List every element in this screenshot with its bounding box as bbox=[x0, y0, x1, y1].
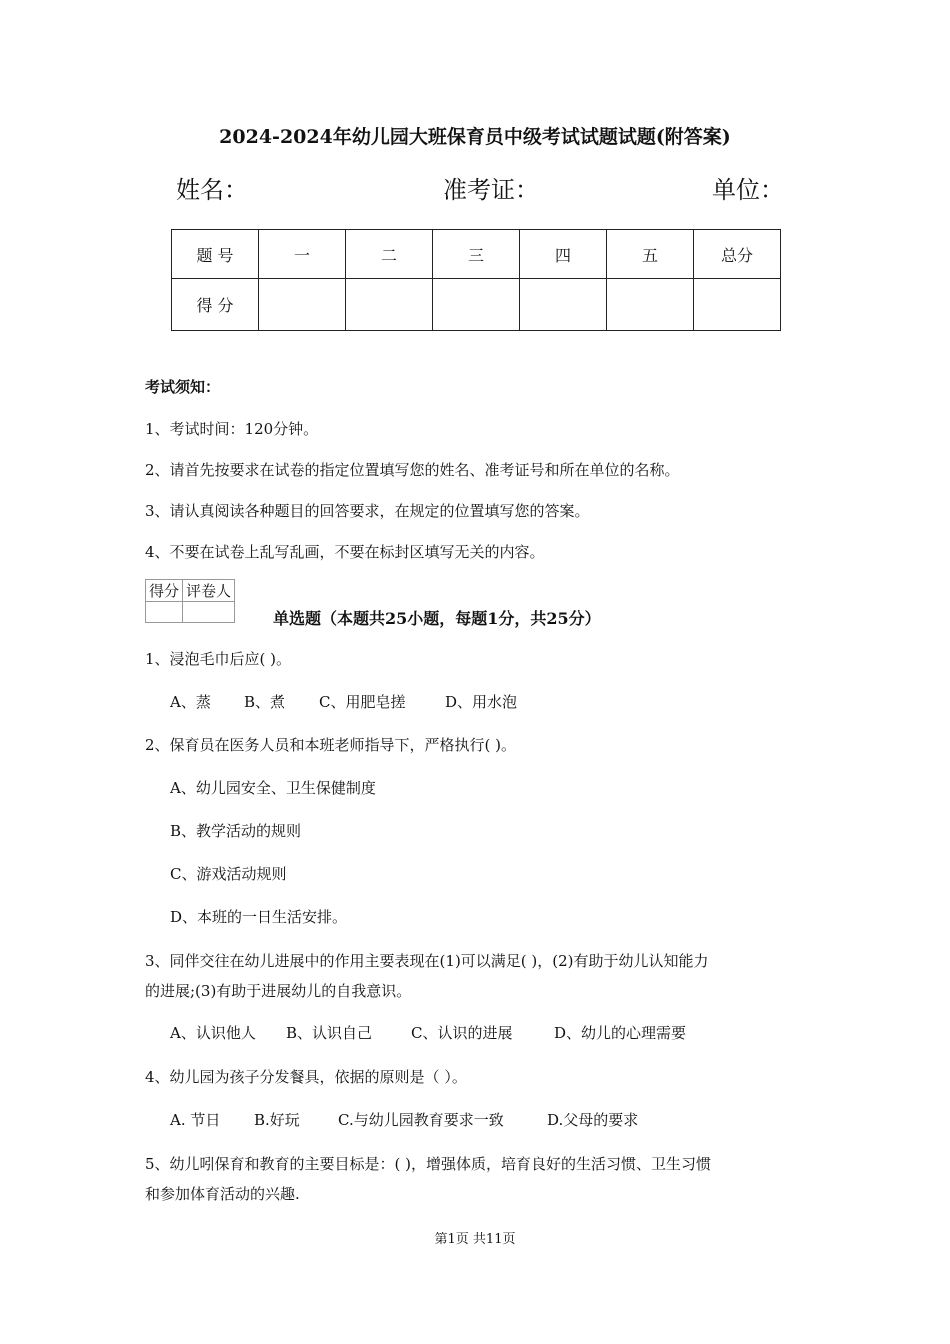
score-table-header-cell: 五 bbox=[607, 230, 694, 279]
notice-item: 1、考试时间：120分钟。 bbox=[145, 420, 319, 438]
page-footer: 第1页 共11页 bbox=[434, 1232, 516, 1247]
question-options bbox=[170, 1022, 686, 1043]
option[interactable]: C、认识的进展 bbox=[411, 1024, 513, 1042]
score-table-row-label: 得 分 bbox=[172, 279, 259, 331]
notice-item: 3、请认真阅读各种题目的回答要求，在规定的位置填写您的答案。 bbox=[145, 502, 590, 520]
question-options bbox=[170, 1109, 638, 1130]
name-field-label: 姓名： bbox=[176, 176, 248, 204]
score-cell[interactable] bbox=[520, 279, 607, 331]
score-cell[interactable] bbox=[346, 279, 433, 331]
section-title: 单选题（本题共25小题，每题1分，共25分） bbox=[273, 609, 601, 628]
option[interactable]: A、认识他人 bbox=[170, 1024, 256, 1042]
score-table-header-row bbox=[172, 230, 781, 279]
score-table-header-cell: 三 bbox=[433, 230, 520, 279]
option[interactable]: D、本班的一日生活安排。 bbox=[170, 908, 348, 926]
question-stem: 2、保育员在医务人员和本班老师指导下，严格执行( )。 bbox=[145, 736, 517, 754]
notice-item: 4、不要在试卷上乱写乱画，不要在标封区填写无关的内容。 bbox=[145, 543, 545, 561]
grader-box-score-cell[interactable] bbox=[146, 602, 183, 623]
score-cell[interactable] bbox=[433, 279, 520, 331]
unit-field-label: 单位： bbox=[712, 176, 784, 204]
notice-item: 2、请首先按要求在试卷的指定位置填写您的姓名、准考证号和所在单位的名称。 bbox=[145, 461, 680, 479]
page-title: 2024-2024年幼儿园大班保育员中级考试试题试题(附答案) bbox=[219, 126, 731, 148]
score-cell[interactable] bbox=[694, 279, 781, 331]
question-stem: 3、同伴交往在幼儿进展中的作用主要表现在(1)可以满足( )，(2)有助于幼儿认知能力 bbox=[145, 952, 709, 970]
score-table-header-cell: 题 号 bbox=[172, 230, 259, 279]
question-stem: 5、幼儿吲保育和教育的主要目标是：( )，增强体质，培育良好的生活习惯、卫生习惯 bbox=[145, 1155, 712, 1173]
option[interactable]: A、幼儿园安全、卫生保健制度 bbox=[170, 779, 376, 797]
score-table-header-cell: 四 bbox=[520, 230, 607, 279]
option[interactable]: B、煮 bbox=[244, 693, 286, 711]
option[interactable]: C、游戏活动规则 bbox=[170, 865, 287, 883]
option[interactable]: B.好玩 bbox=[254, 1111, 300, 1129]
score-cell[interactable] bbox=[259, 279, 346, 331]
question-stem: 4、幼儿园为孩子分发餐具，依据的原则是（ ）。 bbox=[145, 1068, 467, 1086]
score-table-score-row bbox=[172, 279, 781, 331]
option[interactable]: D.父母的要求 bbox=[547, 1111, 639, 1129]
grader-box bbox=[145, 579, 235, 623]
notice-heading: 考试须知： bbox=[145, 378, 221, 396]
question-stem: 1、浸泡毛巾后应( )。 bbox=[145, 650, 292, 668]
option[interactable]: D、用水泡 bbox=[445, 693, 518, 711]
score-table bbox=[171, 229, 781, 331]
option[interactable]: A、蒸 bbox=[170, 693, 211, 711]
score-cell[interactable] bbox=[607, 279, 694, 331]
score-table-header-cell: 二 bbox=[346, 230, 433, 279]
grader-box-grader-cell[interactable] bbox=[183, 602, 235, 623]
option[interactable]: B、认识自己 bbox=[286, 1024, 373, 1042]
option[interactable]: C、用肥皂搓 bbox=[319, 693, 406, 711]
score-table-header-cell: 总分 bbox=[694, 230, 781, 279]
grader-box-grader-label: 评卷人 bbox=[183, 580, 235, 602]
option[interactable]: A. 节日 bbox=[170, 1111, 221, 1129]
option[interactable]: C.与幼儿园教育要求一致 bbox=[338, 1111, 504, 1129]
grader-box-score-label: 得分 bbox=[146, 580, 183, 602]
score-table-header-cell: 一 bbox=[259, 230, 346, 279]
option[interactable]: D、幼儿的心理需要 bbox=[554, 1024, 687, 1042]
question-options bbox=[170, 691, 517, 712]
exam-number-field-label: 准考证： bbox=[443, 176, 539, 204]
option[interactable]: B、教学活动的规则 bbox=[170, 822, 302, 840]
question-stem-continued: 和参加体育活动的兴趣. bbox=[145, 1185, 300, 1203]
question-stem-continued: 的进展;(3)有助于进展幼儿的自我意识。 bbox=[145, 982, 412, 1000]
